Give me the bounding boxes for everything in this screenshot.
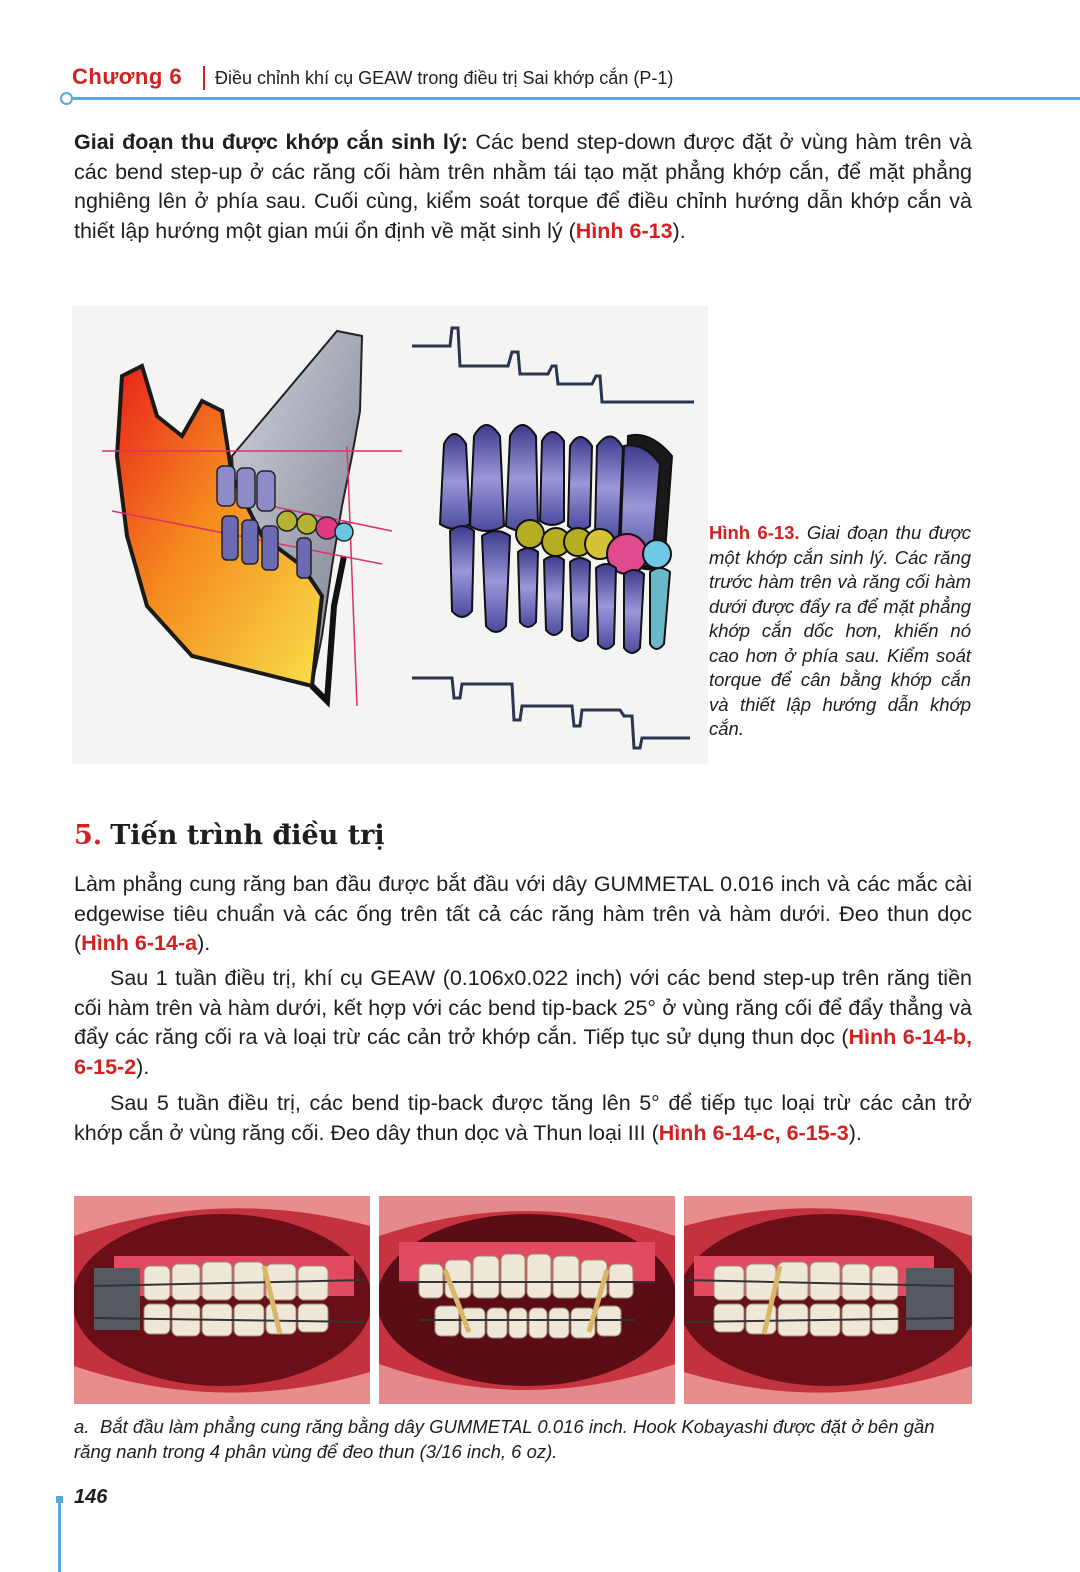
section-heading xyxy=(74,820,385,851)
section-title-text: Tiến trình điều trị xyxy=(110,820,385,851)
para1-text: Làm phẳng cung răng ban đầu được bắt đầu với dây GUMMETAL 0.016 inch và các mắc cài edgewise tiêu chuẩn và các ống trên tất cả các răng hàm trên và hàm dưới. Đeo thun dọc ( xyxy=(74,872,972,955)
occlusion-diagram xyxy=(72,306,708,764)
intraoral-photo-right xyxy=(74,1196,370,1404)
running-header xyxy=(60,60,1080,104)
section-number: 5. xyxy=(74,820,103,851)
treatment-paragraph-3 xyxy=(74,1089,972,1148)
para3-text: Sau 5 tuần điều trị, các bend tip-back được tăng lên 5° để tiếp tục loại trừ các cản trở khớp cắn ở vùng răng cối. Đeo dây thun dọc và Thun loại III ( xyxy=(74,1091,972,1145)
intro-paragraph xyxy=(74,128,972,246)
intro-text: Các bend step-down được đặt ở vùng hàm trên và các bend step-up ở các răng cối hàm trên nhằm tái tạo mặt phẳng khớp cắn, để mặt phẳng nghiêng lên ở phía sau. Cuối cùng, kiểm soát torque để điều chỉnh hướng dẫn khớp cắn và thiết lập hướng một gian múi ổn định về mặt sinh lý ( xyxy=(74,130,972,243)
chapter-title: Điều chỉnh khí cụ GEAW trong điều trị Sai khớp cắn (P-1) xyxy=(215,68,674,88)
figure-6-13-illustration xyxy=(72,306,708,764)
treatment-paragraph-2 xyxy=(74,964,972,1082)
figure-label: Hình 6-13. xyxy=(709,522,800,543)
header-separator xyxy=(203,66,205,90)
header-rule-circle-icon xyxy=(60,92,73,105)
intraoral-photo-left xyxy=(684,1196,972,1404)
para3-end: ). xyxy=(848,1120,862,1145)
intraoral-photo-frontal xyxy=(379,1196,675,1404)
para1-end: ). xyxy=(197,931,211,955)
header-rule xyxy=(70,97,1080,100)
para2-text: Sau 1 tuần điều trị, khí cụ GEAW (0.106x0.022 inch) với các bend step-up trên răng tiền cối hàm trên và hàm dưới, kết hợp với các bend tip-back 25° ở vùng răng cối để đẩy thẳng và đẩy các răng cối ra và loại trừ các cản trở khớp cắn. Tiếp tục sử dụng thun dọc ( xyxy=(74,966,972,1049)
figure-ref-6-14-c[interactable]: Hình 6-14-c, 6-15-3 xyxy=(658,1120,849,1145)
para2-end: ). xyxy=(136,1054,150,1079)
footer-rule xyxy=(58,1496,61,1572)
figure-6-13-caption xyxy=(709,521,971,742)
intro-lead: Giai đoạn thu được khớp cắn sinh lý: xyxy=(74,130,468,154)
chapter-label: Chương 6 xyxy=(72,64,183,89)
caption-label: a. xyxy=(74,1416,90,1437)
figure-ref-6-13[interactable]: Hình 6-13 xyxy=(575,218,673,243)
figure-ref-6-14-b[interactable]: Hình 6-14-b, 6-15-2 xyxy=(74,1025,972,1079)
intro-end: ). xyxy=(672,218,686,243)
figure-6-14-a-caption xyxy=(74,1414,972,1464)
treatment-paragraph-1 xyxy=(74,870,972,959)
footer-marker-icon xyxy=(56,1496,63,1503)
figure-caption-text: Giai đoạn thu được một khớp cắn sinh lý. Các răng trước hàm trên và răng cối hàm dưới được đẩy ra để mặt phẳng khớp cắn dốc hơn, khiến nó cao hơn ở phía sau. Kiểm soát torque để cân bằng khớp cắn và thiết lập hướng dẫn khớp cắn. xyxy=(709,522,972,739)
caption-text: Bắt đầu làm phẳng cung răng bằng dây GUMMETAL 0.016 inch. Hook Kobayashi được đặt ở bên gần răng nanh trong 4 phân vùng để đeo thun (3/16 inch, 6 oz). xyxy=(74,1416,935,1462)
page-number: 146 xyxy=(74,1486,108,1508)
figure-ref-6-14-a[interactable]: Hình 6-14-a xyxy=(81,931,198,955)
